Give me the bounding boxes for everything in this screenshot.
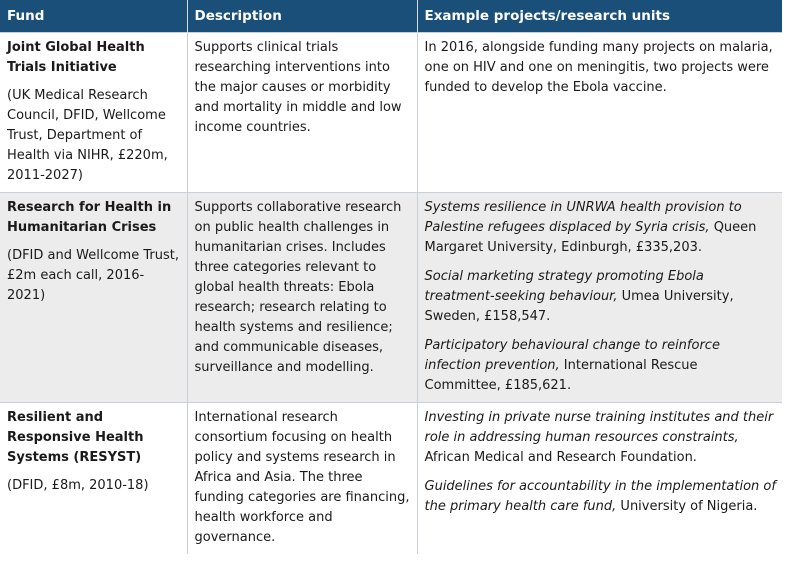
table-row — [0, 403, 782, 555]
fund-cell — [0, 403, 187, 555]
project-entry — [425, 198, 777, 258]
example-text: In 2016, alongside funding many projects on malaria, one on HIV and one on meningitis, two projects were funded to develop the Ebola vaccine. — [424, 40, 773, 95]
fund-cell — [0, 33, 187, 193]
examples-cell — [417, 33, 782, 193]
project-detail: International Rescue Committee, £185,621. — [424, 358, 698, 393]
project-title: Systems resilience in UNRWA health provision to Palestine refugees displaced by Syria crisis, — [424, 200, 742, 235]
table-row — [0, 33, 782, 193]
project-entry — [425, 336, 777, 396]
fund-info: (DFID and Wellcome Trust, £2m each call, 2016-2021) — [7, 248, 179, 303]
fund-name: Joint Global Health Trials Initiative — [7, 40, 145, 75]
project-title: Social marketing strategy promoting Ebola treatment-seeking behaviour, — [424, 269, 704, 304]
header-description: Description — [187, 0, 417, 33]
description-cell: International research consortium focusing on health policy and systems research in Africa and Asia. The three funding categories are financing, health workforce and governance. — [187, 403, 417, 555]
project-title: Investing in private nurse training institutes and their role in addressing human resources constraints, — [424, 410, 774, 445]
project-detail: African Medical and Research Foundation. — [424, 450, 697, 465]
project-detail: Umea University, Sweden, £158,547. — [424, 289, 734, 324]
project-title: Participatory behavioural change to reinforce infection prevention, — [424, 338, 720, 373]
fund-name: Research for Health in Humanitarian Crises — [7, 200, 172, 235]
examples-cell — [417, 403, 782, 555]
header-fund: Fund — [0, 0, 187, 33]
table-body — [0, 33, 782, 555]
examples-cell — [417, 193, 782, 403]
project-entry — [425, 267, 777, 327]
table-row — [0, 193, 782, 403]
fund-cell — [0, 193, 187, 403]
fund-info: (DFID, £8m, 2010-18) — [7, 478, 149, 493]
project-title: Guidelines for accountability in the implementation of the primary health care fund, — [424, 479, 776, 514]
description-cell: Supports clinical trials researching interventions into the major causes or morbidity and mortality in middle and low income countries. — [187, 33, 417, 193]
table-header — [0, 0, 782, 33]
fund-info: (UK Medical Research Council, DFID, Wellcome Trust, Department of Health via NIHR, £220m, 2011-2027) — [7, 88, 168, 183]
fund-name: Resilient and Responsive Health Systems (RESYST) — [7, 410, 144, 465]
header-row — [0, 0, 782, 33]
header-examples: Example projects/research units — [417, 0, 782, 33]
project-entry — [425, 408, 777, 468]
project-detail: Queen Margaret University, Edinburgh, £335,203. — [424, 220, 757, 255]
project-detail: University of Nigeria. — [616, 499, 758, 514]
description-cell: Supports collaborative research on public health challenges in humanitarian crises. Includes three categories relevant to global health threats: Ebola research; research relating to health systems and resilience; and communicable diseases, surveillance and modelling. — [187, 193, 417, 403]
project-entry — [425, 477, 777, 517]
